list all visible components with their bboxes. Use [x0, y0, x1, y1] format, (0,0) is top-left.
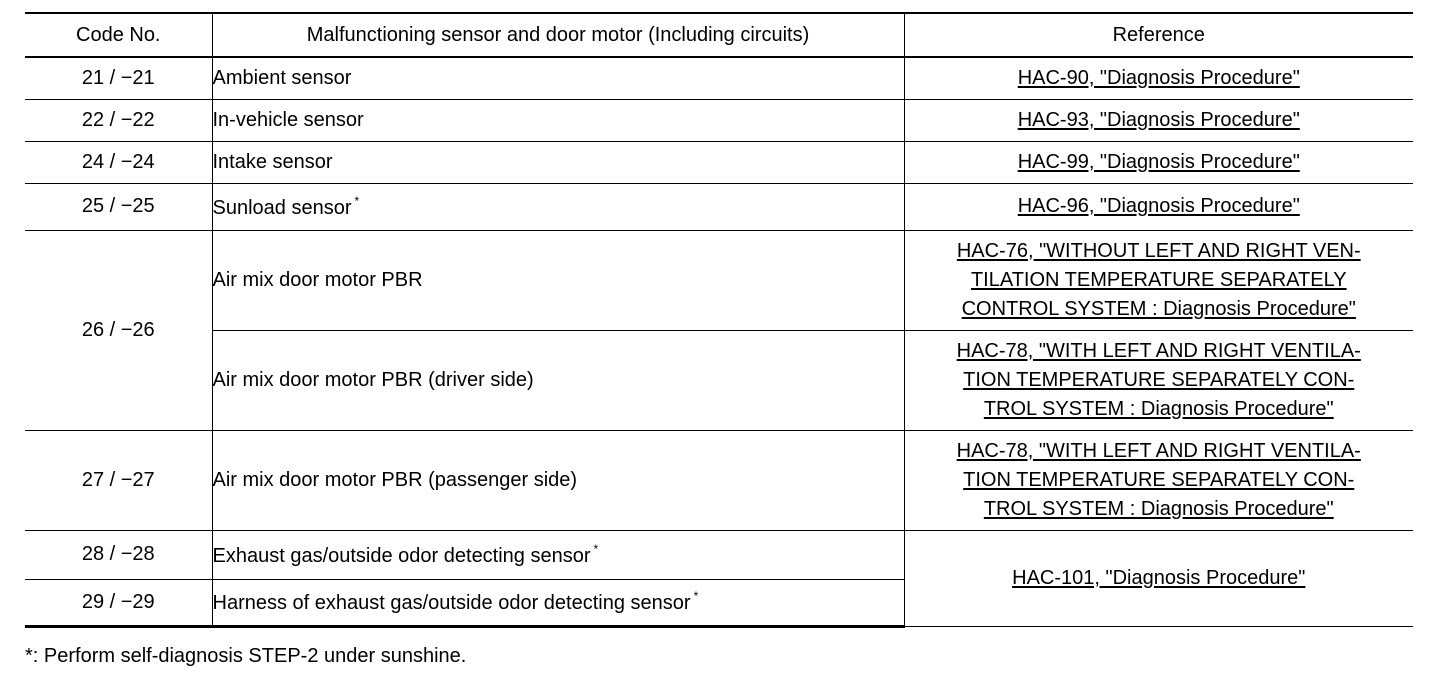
reference-link[interactable]: HAC-78, "WITH LEFT AND RIGHT VENTILA- [956, 439, 1361, 462]
reference-cell [904, 530, 1413, 626]
table-row [25, 141, 1413, 183]
table-row [25, 57, 1413, 99]
reference-link[interactable]: TION TEMPERATURE SEPARATELY CON- [963, 368, 1355, 391]
description-text: Exhaust gas/outside odor detecting sensor [212, 544, 591, 567]
code-cell: 26 / −26 [25, 230, 212, 430]
description-text: Harness of exhaust gas/outside odor detecting sensor [212, 592, 691, 614]
reference-link[interactable]: HAC-96, "Diagnosis Procedure" [1017, 195, 1300, 217]
description-cell: Air mix door motor PBR [212, 230, 904, 330]
reference-link[interactable]: HAC-78, "WITH LEFT AND RIGHT VENTILA- [956, 339, 1361, 362]
reference-cell [904, 141, 1413, 183]
footnote-mark: * [693, 589, 699, 603]
table-row [25, 430, 1413, 530]
reference-link[interactable]: HAC-93, "Diagnosis Procedure" [1017, 108, 1300, 131]
reference-cell [904, 99, 1413, 141]
header-malfunctioning-sensor: Malfunctioning sensor and door motor (Including circuits) [212, 13, 904, 57]
table-row [25, 530, 1413, 579]
code-cell: 22 / −22 [25, 99, 212, 141]
reference-cell [904, 57, 1413, 99]
reference-cell [904, 430, 1413, 530]
table-row [25, 230, 1413, 330]
reference-cell [904, 330, 1413, 430]
code-cell: 24 / −24 [25, 141, 212, 183]
header-reference: Reference [904, 13, 1413, 57]
table-row [25, 99, 1413, 141]
table-row [25, 183, 1413, 230]
description-cell [212, 183, 904, 230]
footnote-mark: * [354, 193, 360, 208]
footnote-mark: * [593, 541, 599, 556]
footnote: *: Perform self-diagnosis STEP-2 under sunshine. [25, 645, 467, 667]
description-cell [212, 530, 904, 579]
reference-cell [904, 230, 1413, 330]
description-cell: In-vehicle sensor [212, 99, 904, 141]
code-cell: 28 / −28 [25, 530, 212, 579]
reference-link[interactable]: HAC-90, "Diagnosis Procedure" [1017, 66, 1300, 89]
reference-link[interactable]: TROL SYSTEM : Diagnosis Procedure" [983, 397, 1334, 420]
description-cell [212, 579, 904, 626]
diagnosis-code-table [25, 12, 1413, 628]
code-cell: 25 / −25 [25, 183, 212, 230]
reference-link[interactable]: HAC-76, "WITHOUT LEFT AND RIGHT VEN- [956, 239, 1361, 262]
description-cell: Intake sensor [212, 141, 904, 183]
code-cell: 21 / −21 [25, 57, 212, 99]
reference-link[interactable]: HAC-101, "Diagnosis Procedure" [1012, 566, 1306, 589]
code-cell: 29 / −29 [25, 579, 212, 626]
description-text: Sunload sensor [212, 196, 352, 219]
description-cell: Ambient sensor [212, 57, 904, 99]
reference-link[interactable]: HAC-99, "Diagnosis Procedure" [1017, 150, 1300, 173]
description-cell: Air mix door motor PBR (driver side) [212, 330, 904, 430]
description-cell: Air mix door motor PBR (passenger side) [212, 430, 904, 530]
reference-cell [904, 183, 1413, 230]
header-code-no: Code No. [25, 13, 212, 57]
reference-link[interactable]: CONTROL SYSTEM : Diagnosis Procedure" [961, 297, 1356, 320]
code-cell: 27 / −27 [25, 430, 212, 530]
reference-link[interactable]: TION TEMPERATURE SEPARATELY CON- [963, 468, 1355, 491]
reference-link[interactable]: TILATION TEMPERATURE SEPARATELY [970, 268, 1347, 291]
table-row [25, 330, 1413, 430]
table-header-row [25, 13, 1413, 57]
reference-link[interactable]: TROL SYSTEM : Diagnosis Procedure" [983, 497, 1334, 520]
